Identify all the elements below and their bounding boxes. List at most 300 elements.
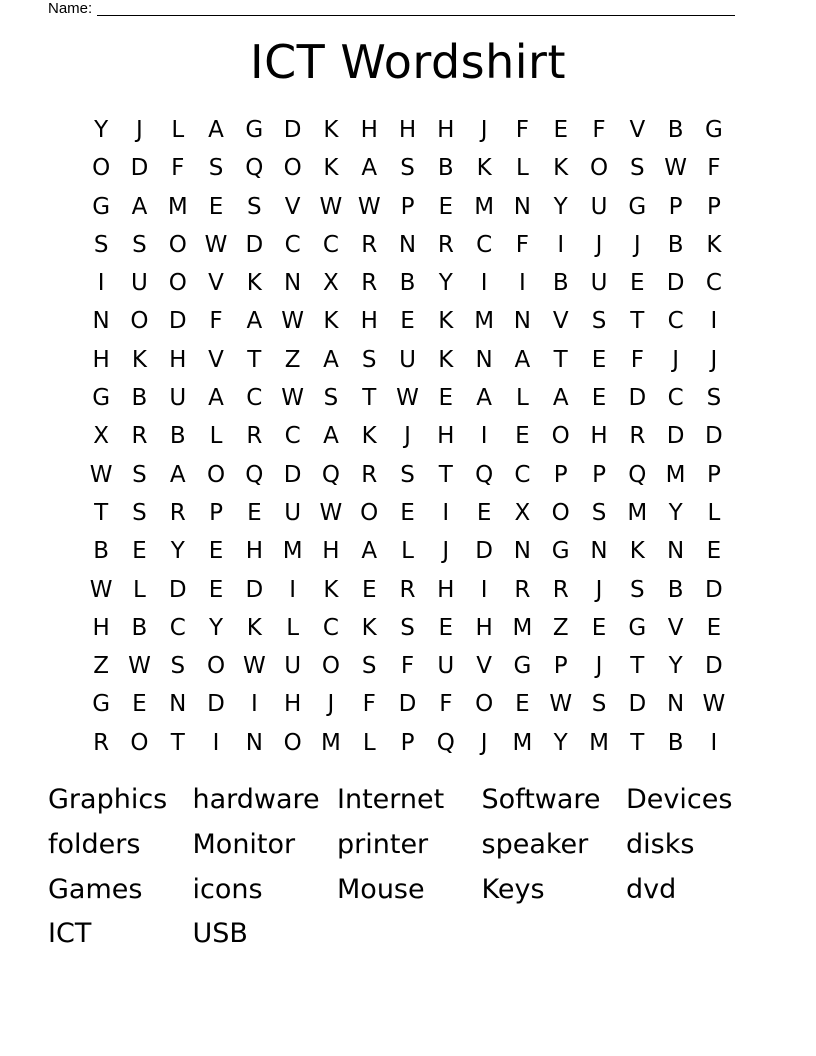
grid-letter: Q (436, 729, 455, 756)
grid-letter: Y (209, 614, 224, 641)
grid-letter: U (590, 270, 608, 297)
grid-letter: F (362, 691, 376, 718)
grid-letter: L (707, 499, 721, 526)
grid-letter: D (628, 691, 647, 718)
grid-letter: R (437, 231, 454, 258)
grid-letter: M (589, 729, 609, 756)
grid-letter: R (514, 576, 531, 603)
grid-letter: C (322, 231, 339, 258)
grid-letter: C (667, 385, 684, 412)
grid-letter: K (323, 308, 339, 335)
grid-letter: E (361, 576, 377, 603)
grid-letter: H (92, 346, 110, 373)
grid-letter: U (169, 385, 187, 412)
grid-letter: X (514, 499, 531, 526)
grid-letter: E (515, 691, 530, 718)
grid-letter: W (319, 193, 343, 220)
grid-letter: R (361, 270, 378, 297)
grid-letter: D (283, 461, 302, 488)
grid-letter: N (513, 538, 532, 565)
grid-letter: I (212, 729, 220, 756)
grid-letter: H (360, 308, 378, 335)
grid-letter: B (93, 538, 110, 565)
grid-letter: I (480, 270, 488, 297)
grid-letter: B (131, 385, 148, 412)
grid-letter: W (89, 461, 113, 488)
word-list-item: hardware (192, 784, 320, 815)
grid-letter: Q (245, 155, 264, 182)
grid-letter: S (361, 653, 377, 680)
grid-letter: E (132, 538, 147, 565)
name-label: Name: (48, 0, 93, 17)
grid-letter: P (668, 193, 683, 220)
grid-letter: A (323, 423, 339, 450)
grid-letter: K (361, 423, 377, 450)
grid-letter: O (475, 691, 494, 718)
grid-letter: D (283, 117, 302, 143)
grid-letter: V (629, 117, 646, 143)
grid-letter: J (327, 691, 335, 718)
grid-letter: P (209, 499, 223, 526)
grid-letter: W (396, 385, 419, 412)
grid-letter: J (595, 576, 603, 603)
grid-letter: H (437, 576, 455, 603)
grid-letter: O (168, 270, 187, 297)
grid-letter: V (552, 308, 569, 335)
grid-letter: K (706, 231, 722, 258)
grid-letter: K (438, 346, 454, 373)
grid-letter: J (633, 231, 641, 258)
grid-letter: O (283, 729, 302, 756)
word-list-item: Keys (481, 873, 545, 905)
grid-letter: M (512, 729, 533, 756)
grid-letter: N (475, 346, 493, 373)
grid-letter: A (131, 193, 148, 220)
grid-letter: H (92, 614, 110, 641)
grid-letter: I (710, 729, 718, 756)
grid-letter: E (553, 117, 568, 143)
word-list-item: speaker (481, 828, 589, 860)
grid-letter: B (131, 614, 148, 641)
grid-letter: J (672, 346, 679, 373)
grid-letter: B (169, 423, 186, 450)
grid-letter: I (97, 270, 105, 297)
grid-letter: G (628, 193, 647, 220)
grid-letter: H (475, 614, 493, 641)
grid-letter: E (591, 614, 607, 641)
grid-letter: Y (170, 538, 185, 565)
grid-letter: I (480, 576, 488, 603)
grid-letter: E (132, 691, 147, 718)
grid-letter: Q (321, 461, 340, 488)
grid-letter: H (245, 538, 263, 565)
grid-letter: N (666, 691, 685, 718)
grid-letter: W (128, 653, 151, 680)
grid-letter: S (170, 653, 186, 680)
grid-letter: S (400, 155, 415, 182)
grid-letter: A (361, 155, 378, 182)
grid-letter: L (286, 614, 300, 641)
grid-letter: L (401, 538, 414, 565)
grid-letter: F (171, 155, 185, 182)
grid-letter: A (514, 346, 531, 373)
grid-letter: G (628, 614, 647, 641)
grid-letter: W (664, 155, 687, 182)
grid-letter: F (515, 117, 530, 143)
grid-letter: T (247, 346, 262, 373)
word-list-item: printer (337, 828, 429, 860)
grid-letter: L (171, 117, 185, 143)
grid-letter: F (592, 117, 606, 143)
grid-letter: C (284, 423, 301, 450)
grid-letter: P (706, 193, 721, 220)
grid-letter: U (284, 653, 302, 680)
grid-letter: F (630, 346, 644, 373)
grid-letter: U (284, 499, 302, 526)
grid-letter: V (667, 614, 684, 641)
grid-letter: T (170, 729, 185, 756)
grid-letter: X (93, 423, 110, 450)
grid-letter: N (169, 691, 187, 718)
grid-letter: D (168, 308, 187, 335)
grid-letter: H (169, 346, 187, 373)
grid-letter: R (246, 423, 263, 450)
grid-letter: K (553, 155, 569, 182)
grid-letter: Y (553, 193, 568, 220)
grid-letter: U (590, 193, 608, 220)
grid-letter: I (480, 423, 488, 450)
grid-letter: E (706, 614, 722, 641)
grid-letter: W (702, 691, 726, 718)
grid-letter: T (630, 653, 645, 680)
grid-letter: Y (94, 117, 109, 143)
grid-letter: H (360, 117, 378, 143)
grid-letter: L (362, 729, 376, 756)
grid-letter: U (437, 653, 455, 680)
grid-letter: I (442, 499, 450, 526)
grid-letter: A (208, 117, 224, 143)
grid-letter: N (666, 538, 685, 565)
word-list-item: icons (192, 873, 263, 905)
grid-letter: S (208, 155, 224, 182)
word-list-item: USB (192, 918, 248, 950)
grid-letter: L (133, 576, 146, 603)
grid-letter: S (247, 193, 262, 220)
grid-letter: X (323, 270, 339, 297)
grid-letter: E (476, 499, 492, 526)
grid-letter: D (245, 576, 264, 603)
grid-letter: E (515, 423, 530, 450)
grid-letter: G (92, 691, 111, 718)
grid-letter: M (474, 308, 495, 335)
grid-letter: B (437, 155, 454, 182)
grid-letter: I (519, 270, 526, 297)
grid-letter: R (93, 729, 110, 756)
grid-letter: S (630, 576, 645, 603)
grid-letter: K (361, 614, 377, 641)
grid-letter: J (442, 538, 450, 565)
grid-letter: T (94, 499, 109, 526)
grid-letter: C (705, 270, 722, 297)
grid-letter: I (710, 308, 718, 335)
grid-letter: G (92, 385, 111, 412)
grid-letter: D (666, 423, 685, 450)
grid-letter: B (667, 729, 684, 756)
grid-letter: P (706, 461, 721, 488)
grid-letter: E (208, 538, 224, 565)
name-field (48, 0, 748, 20)
grid-letter: D (628, 385, 647, 412)
grid-letter: N (245, 729, 263, 756)
grid-letter: F (515, 231, 530, 258)
word-list-item: dvd (626, 873, 677, 905)
grid-letter: P (400, 193, 415, 220)
grid-letter: W (242, 653, 266, 680)
word-list-item: Internet (337, 784, 445, 815)
grid-letter: W (549, 691, 573, 718)
grid-letter: K (629, 538, 645, 565)
grid-letter: C (667, 308, 684, 335)
grid-letter: N (513, 308, 532, 335)
grid-letter: D (398, 691, 417, 718)
grid-letter: H (322, 538, 340, 565)
grid-letter: H (283, 691, 302, 718)
grid-letter: D (705, 576, 723, 603)
grid-letter: A (169, 461, 186, 488)
word-list-item: Graphics (48, 784, 168, 815)
grid-letter: G (92, 193, 111, 220)
grid-letter: S (630, 155, 645, 182)
grid-letter: O (283, 155, 302, 182)
grid-letter: A (323, 346, 339, 373)
grid-letter: Z (93, 653, 110, 680)
grid-letter: O (321, 653, 340, 680)
grid-letter: E (208, 576, 224, 603)
grid-letter: Y (668, 499, 683, 526)
grid-letter: K (438, 308, 454, 335)
grid-letter: T (630, 729, 645, 756)
grid-letter: P (553, 653, 568, 680)
grid-letter: J (595, 231, 603, 258)
grid-letter: G (551, 538, 570, 565)
grid-letter: E (630, 270, 645, 297)
grid-letter: O (206, 653, 226, 680)
grid-letter: L (516, 385, 529, 412)
grid-letter: S (591, 499, 607, 526)
grid-letter: E (400, 499, 415, 526)
grid-letter: Q (475, 461, 494, 488)
grid-letter: G (513, 653, 532, 680)
grid-letter: K (131, 346, 147, 373)
grid-letter: V (284, 193, 301, 220)
grid-letter: U (131, 270, 148, 297)
grid-letter: J (480, 729, 488, 756)
grid-letter: H (437, 117, 455, 143)
grid-letter: Y (438, 270, 453, 297)
grid-letter: D (130, 155, 149, 182)
grid-letter: C (476, 231, 493, 258)
grid-letter: E (591, 385, 607, 412)
grid-letter: Q (245, 461, 264, 488)
grid-letter: D (168, 576, 187, 603)
grid-letter: I (250, 691, 258, 718)
grid-letter: B (667, 117, 684, 143)
grid-letter: C (169, 614, 186, 641)
letter-grid (82, 111, 733, 762)
grid-letter: T (362, 385, 377, 412)
grid-letter: R (361, 461, 378, 488)
grid-letter: Y (553, 729, 568, 756)
grid-letter: S (591, 691, 607, 718)
grid-letter: R (131, 423, 148, 450)
word-list-item: disks (626, 828, 695, 860)
grid-letter: E (591, 346, 607, 373)
grid-letter: M (167, 193, 188, 220)
grid-letter: T (438, 461, 453, 488)
grid-letter: N (284, 270, 302, 297)
grid-letter: C (322, 614, 339, 641)
grid-letter: A (552, 385, 569, 412)
grid-letter: D (705, 423, 723, 450)
grid-letter: S (361, 346, 377, 373)
grid-letter: H (590, 423, 608, 450)
grid-letter: D (207, 691, 225, 718)
grid-letter: O (589, 155, 609, 182)
grid-letter: A (246, 308, 263, 335)
grid-letter: R (399, 576, 416, 603)
grid-letter: J (480, 117, 488, 143)
grid-letter: G (245, 117, 264, 143)
grid-letter: T (553, 346, 568, 373)
grid-letter: O (206, 461, 226, 488)
grid-letter: A (476, 385, 492, 412)
grid-letter: D (705, 653, 723, 680)
grid-letter: C (514, 461, 531, 488)
grid-letter: P (553, 461, 568, 488)
word-list-item: Monitor (192, 828, 296, 860)
grid-letter: F (209, 308, 223, 335)
grid-letter: A (208, 385, 224, 412)
grid-letter: C (284, 231, 301, 258)
grid-letter: N (590, 538, 608, 565)
grid-letter: M (474, 193, 495, 220)
grid-letter: I (289, 576, 297, 603)
grid-letter: R (169, 499, 186, 526)
grid-letter: U (399, 346, 416, 373)
grid-letter: B (399, 270, 416, 297)
grid-letter: V (476, 653, 492, 680)
word-list-item: Games (48, 873, 143, 905)
grid-letter: J (404, 423, 411, 450)
grid-letter: S (706, 385, 722, 412)
word-list-item: ICT (48, 918, 92, 950)
grid-letter: N (398, 231, 417, 258)
grid-letter: C (246, 385, 263, 412)
grid-letter: E (438, 614, 454, 641)
grid-letter: W (357, 193, 381, 220)
grid-letter: W (89, 576, 113, 603)
grid-letter: W (204, 231, 228, 258)
name-underline (97, 0, 735, 16)
grid-letter: E (208, 193, 224, 220)
grid-letter: J (595, 653, 603, 680)
grid-letter: W (319, 499, 343, 526)
grid-letter: O (360, 499, 379, 526)
grid-letter: P (592, 461, 606, 488)
grid-letter: S (93, 231, 109, 258)
grid-letter: Z (552, 614, 569, 641)
word-list-item: Mouse (337, 873, 425, 905)
grid-letter: A (361, 538, 378, 565)
grid-letter: S (132, 461, 147, 488)
grid-letter: E (247, 499, 262, 526)
grid-letter: K (476, 155, 492, 182)
grid-letter: Y (668, 653, 683, 680)
grid-letter: O (551, 423, 570, 450)
page-title: ICT Wordshirt (250, 35, 566, 89)
grid-letter: O (130, 729, 149, 756)
grid-letter: Q (628, 461, 647, 488)
grid-letter: S (323, 385, 339, 412)
grid-letter: O (92, 155, 111, 182)
grid-letter: F (400, 653, 415, 680)
grid-letter: V (208, 270, 224, 297)
grid-letter: E (438, 385, 454, 412)
grid-letter: Z (284, 346, 301, 373)
grid-letter: K (323, 576, 339, 603)
word-list-item: Software (481, 784, 601, 815)
grid-letter: H (437, 423, 455, 450)
grid-letter: F (707, 155, 721, 182)
grid-letter: S (132, 231, 147, 258)
grid-letter: M (282, 538, 303, 565)
grid-letter: D (475, 538, 493, 565)
grid-letter: N (92, 308, 110, 335)
grid-letter: L (209, 423, 223, 450)
grid-letter: N (513, 193, 532, 220)
grid-letter: B (552, 270, 569, 297)
grid-letter: L (516, 155, 529, 182)
grid-letter: M (665, 461, 686, 488)
grid-letter: S (400, 461, 415, 488)
grid-letter: K (246, 614, 262, 641)
grid-letter: S (400, 614, 415, 641)
word-list-item: folders (48, 828, 141, 860)
grid-letter: W (281, 308, 304, 335)
grid-letter: B (667, 231, 684, 258)
grid-letter: E (400, 308, 415, 335)
grid-letter: K (323, 155, 339, 182)
grid-letter: M (512, 614, 533, 641)
grid-letter: M (627, 499, 648, 526)
word-list-item: Devices (626, 784, 733, 815)
grid-letter: F (439, 691, 453, 718)
grid-letter: E (706, 538, 722, 565)
grid-letter: H (398, 117, 417, 143)
grid-letter: W (281, 385, 304, 412)
grid-letter: G (704, 117, 723, 143)
grid-letter: O (168, 231, 187, 258)
grid-letter: D (666, 270, 685, 297)
grid-letter: M (321, 729, 341, 756)
grid-letter: O (551, 499, 570, 526)
grid-letter: S (132, 499, 147, 526)
grid-letter: J (710, 346, 718, 373)
grid-letter: R (552, 576, 569, 603)
grid-letter: J (136, 117, 143, 143)
grid-letter: P (400, 729, 415, 756)
grid-letter: K (246, 270, 262, 297)
